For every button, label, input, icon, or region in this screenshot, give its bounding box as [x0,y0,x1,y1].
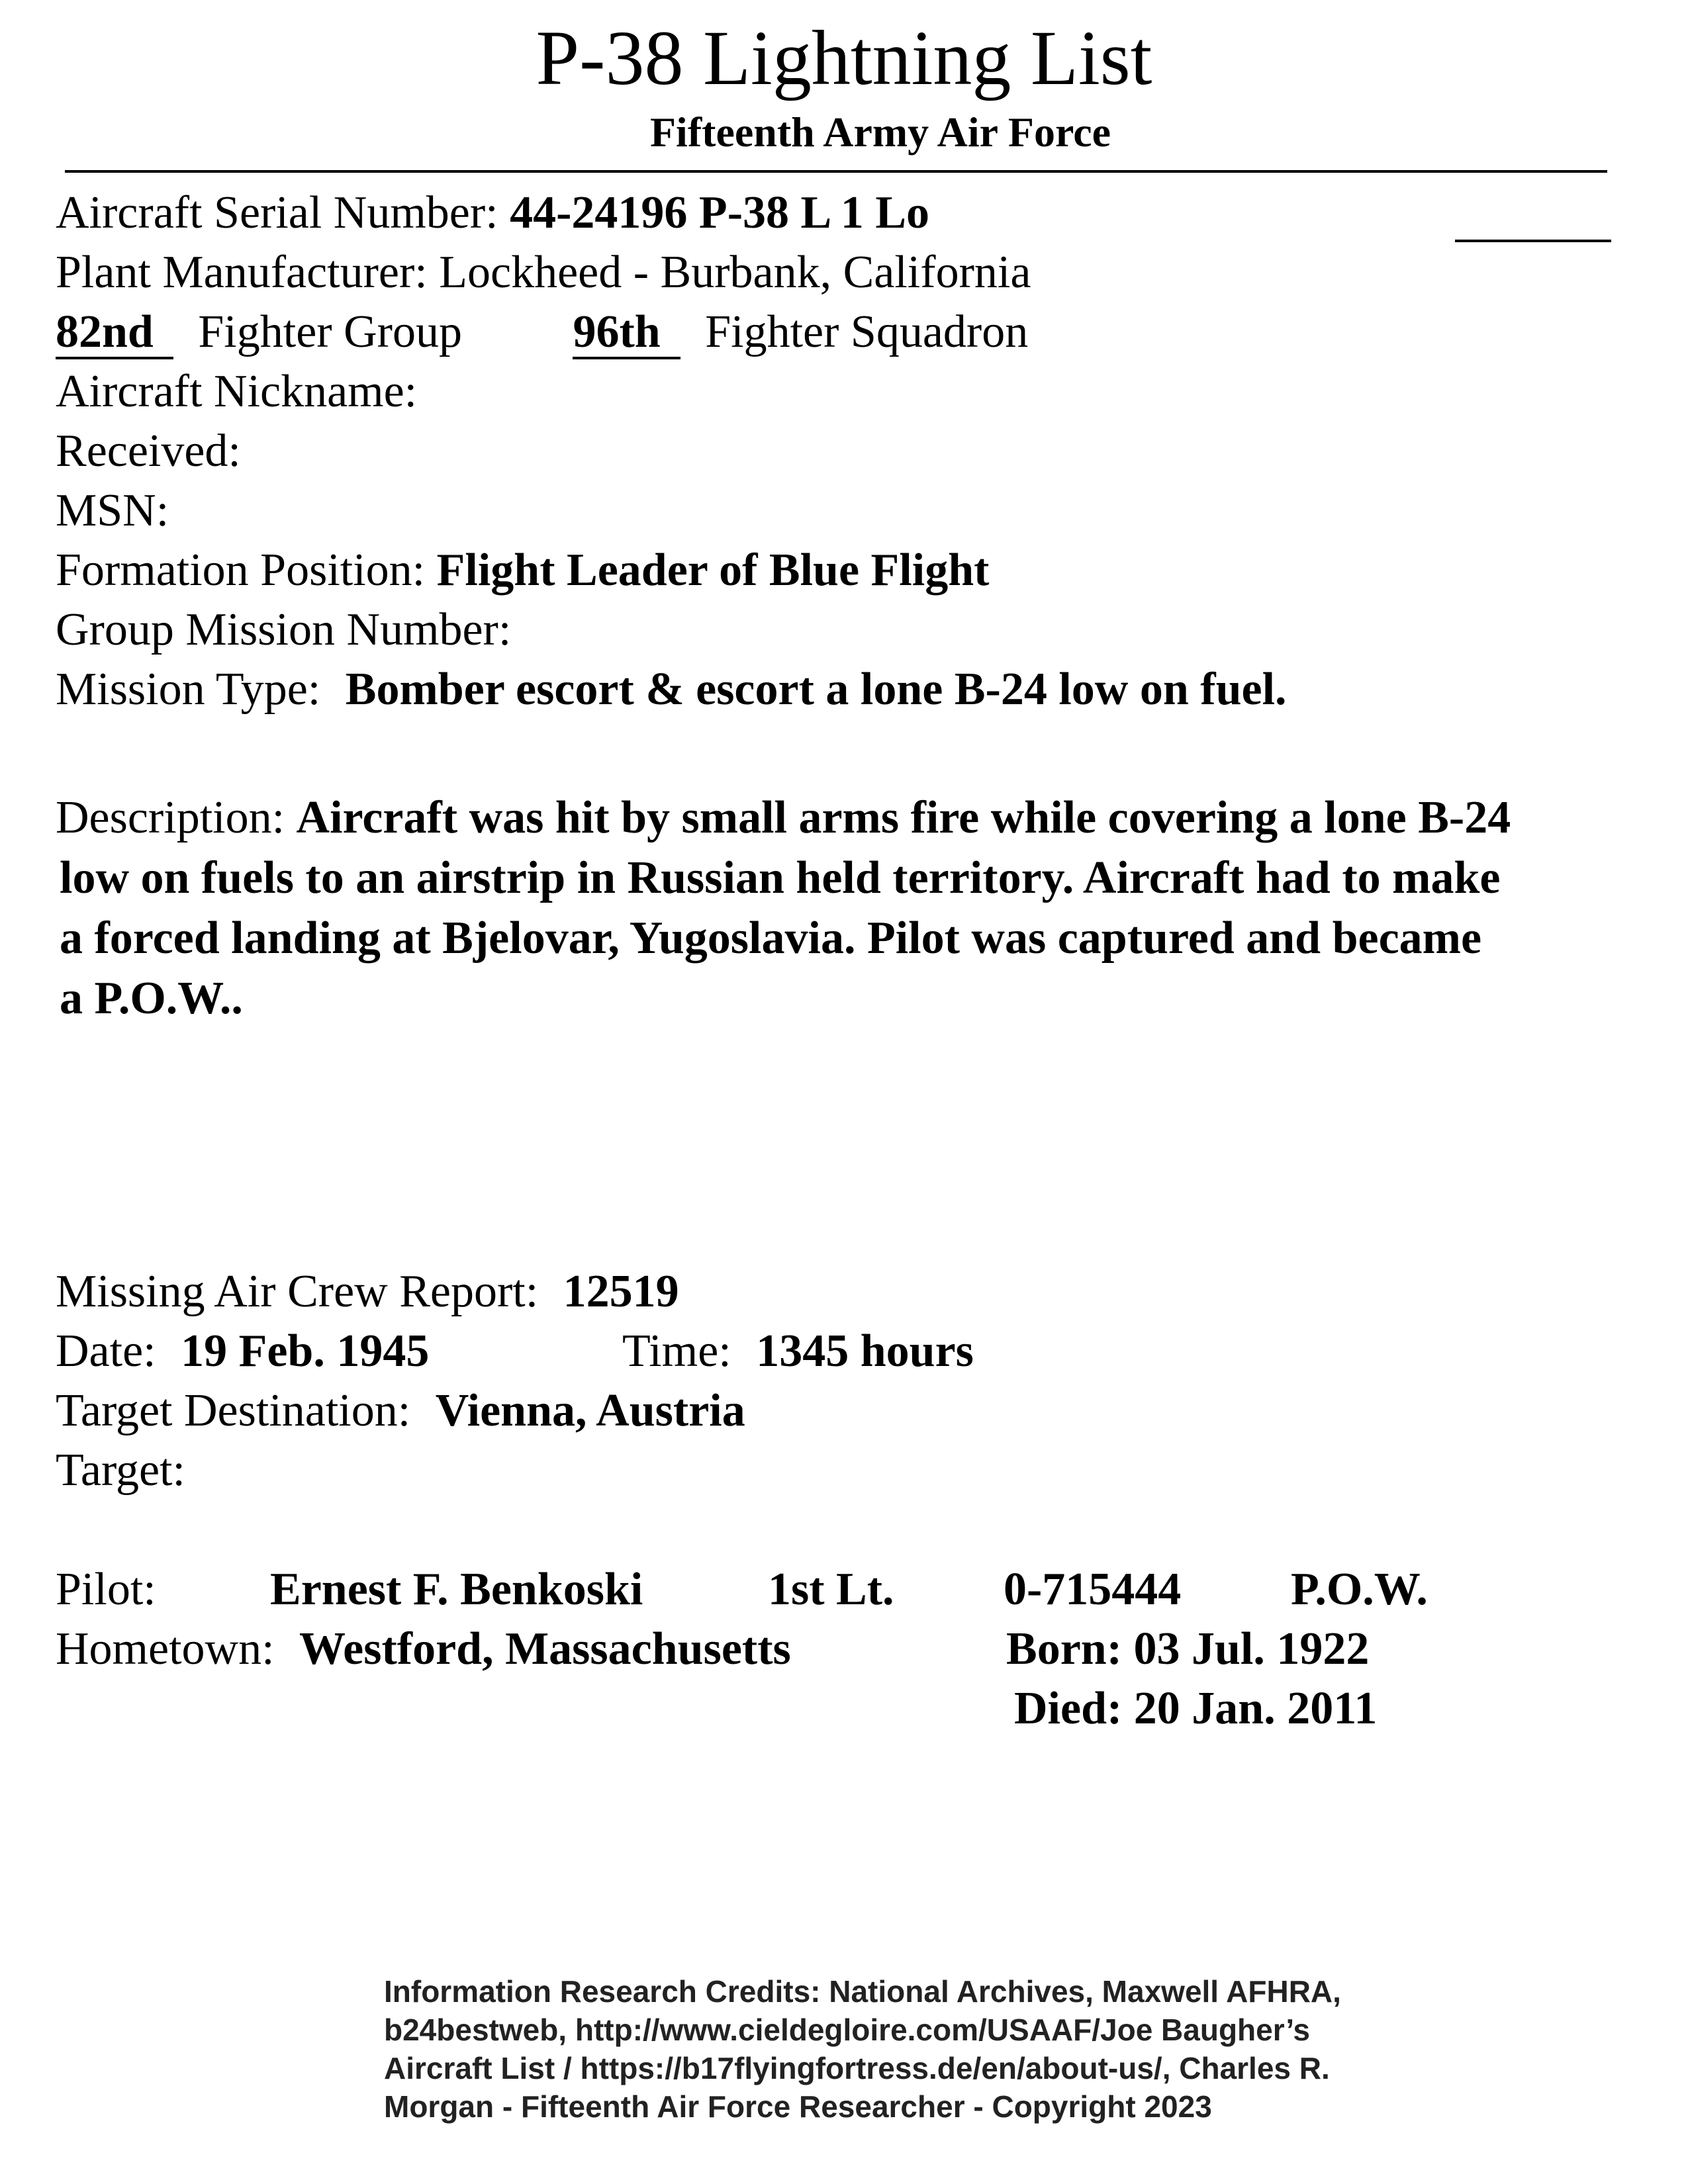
target-label: Target: [56,1445,185,1496]
formation-label: Formation Position: [56,545,426,596]
target-destination-label: Target Destination: [56,1385,411,1436]
plant-value: Lockheed - Burbank, California [439,247,1031,298]
header-divider [65,170,1607,173]
pilot-status: P.O.W. [1291,1564,1428,1615]
credits-line: b24bestweb, http://www.cieldegloire.com/USAAF/Joe Baugher’s [384,2013,1311,2047]
mission-type-row [56,663,1287,716]
formation-value: Flight Leader of Blue Flight [436,545,990,596]
msn-label: MSN: [56,485,169,536]
serial-label: Aircraft Serial Number: [56,187,498,238]
pilot-label: Pilot: [56,1564,156,1615]
macr-value: 12519 [563,1266,679,1317]
time-value: 1345 hours [756,1326,974,1377]
macr-label: Missing Air Crew Report: [56,1266,539,1317]
serial-value: 44-24196 P-38 L 1 Lo [510,187,930,238]
hometown-label: Hometown: [56,1623,275,1674]
plant-label: Plant Manufacturer: [56,247,428,298]
date-label: Date: [56,1326,156,1377]
group-mission-label: Group Mission Number: [56,604,512,655]
pilot-died: Died: 20 Jan. 2011 [1014,1683,1378,1734]
time-row [622,1325,974,1378]
hometown-value: Westford, Massachusetts [299,1623,791,1674]
description-line1: Aircraft was hit by small arms fire while covering a lone B-24 [296,792,1511,843]
pilot-rank: 1st Lt. [768,1564,894,1615]
pilot-born: Born: 03 Jul. 1922 [1006,1623,1370,1674]
page-title: P-38 Lightning List [536,15,1152,101]
date-value: 19 Feb. 1945 [181,1326,430,1377]
credits-line: Aircraft List / https://b17flyingfortress.de/en/about-us/, Charles R. [384,2051,1330,2085]
blank-underline [1455,240,1611,242]
research-credits [384,1972,1341,2126]
nickname-label: Aircraft Nickname: [56,366,418,417]
unit-row [56,306,1028,359]
plant-row [56,246,1031,299]
macr-row [56,1265,679,1318]
serial-row [56,187,929,240]
mission-type-value: Bomber escort & escort a lone B-24 low on fuel. [345,664,1287,715]
hometown-row [56,1623,791,1676]
pilot-name: Ernest F. Benkoski [270,1564,643,1615]
group-value: 82nd [56,308,173,359]
target-destination-value: Vienna, Austria [435,1385,745,1436]
target-destination-row [56,1385,745,1437]
received-label: Received: [56,426,241,477]
description-text: low on fuels to an airstrip in Russian held territory. Aircraft had to make a forced landing at Bjelovar, Yugoslavia. Pilot was captured and became a P.O.W.. [60,852,1501,1024]
credits-line: Information Research Credits: National Archives, Maxwell AFHRA, [384,1974,1341,2009]
squadron-label: Fighter Squadron [705,306,1029,357]
formation-row [56,544,989,597]
squadron-value: 96th [573,308,680,359]
description-label: Description: [56,792,285,843]
page-subtitle: Fifteenth Army Air Force [649,109,1111,156]
group-label: Fighter Group [198,306,462,357]
description-block [56,788,1658,1028]
mission-type-label: Mission Type: [56,664,321,715]
credits-line: Morgan - Fifteenth Air Force Researcher - Copyright 2023 [384,2089,1212,2124]
time-label: Time: [622,1326,731,1377]
pilot-serial: 0-715444 [1004,1564,1182,1615]
date-row [56,1325,429,1378]
